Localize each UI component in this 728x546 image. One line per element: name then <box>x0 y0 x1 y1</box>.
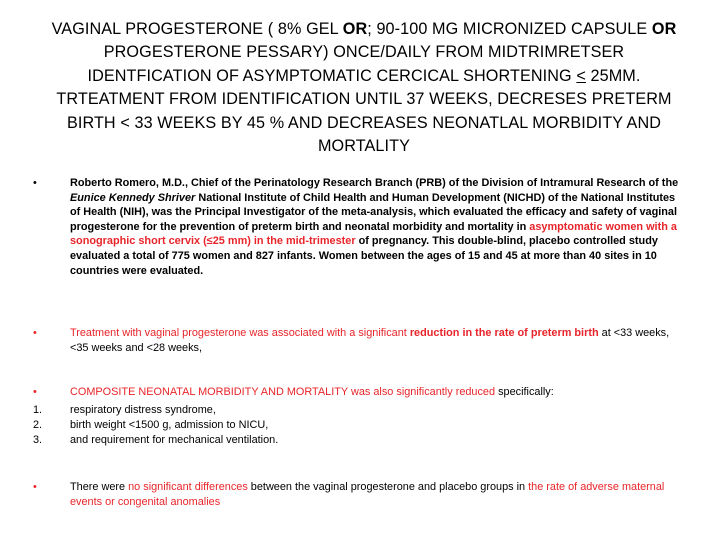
bullet-item-romero <box>33 176 688 278</box>
list-item <box>33 418 688 433</box>
title-text-1: VAGINAL PROGESTERONE ( 8% GEL <box>51 20 343 38</box>
bullet-text: COMPOSITE NEONATAL MORBIDITY AND MORTALITY was also significantly reduced specifically: <box>70 386 554 398</box>
list-number: 1. <box>33 404 43 416</box>
bullet-item-treatment <box>33 326 688 355</box>
title-text-2: ; 90-100 MG MICRONIZED CAPSULE <box>367 20 652 38</box>
title-or-2: OR <box>651 20 677 38</box>
title-text-3: PROGESTERONE PESSARY) ONCE/DAILY FROM MIDTRIMRETSER IDENTFICATION OF ASYMPTOMATIC CERCICAL SHORTENING <box>87 43 625 85</box>
highlight-text: no significant differences <box>128 481 248 493</box>
bullet-item-composite <box>33 385 688 400</box>
title-text-4: 25MM. TRTEATMENT FROM IDENTIFICATION UNTIL 37 WEEKS, DECRESES PRETERM BIRTH < 33 WEEKS BY 45 % AND DECREASES NEONATLAL MORBIDITY AND MORTALITY <box>56 66 672 156</box>
list-item <box>33 433 688 448</box>
title-lte-symbol: < <box>576 66 586 85</box>
bullet-item-no-difference <box>33 480 688 509</box>
italic-name: Eunice Kennedy Shriver <box>70 191 196 204</box>
title-or-1: OR <box>342 20 368 38</box>
highlight-text: COMPOSITE NEONATAL MORBIDITY AND MORTALITY was also significantly reduced <box>70 386 496 398</box>
list-item <box>33 403 688 418</box>
highlight-text: asymptomatic women with a sonographic short cervix (≤25 mm) in the mid-trimester <box>70 220 677 248</box>
bullet-text: Roberto Romero, M.D., Chief of the Perinatology Research Branch (PRB) of the Division of Intramural Research of the Eunice Kennedy Shriver National Institute of Child Health and Human Development (NICHD) of the National Institutes of Health (NIH), was the Principal Investigator of the meta-analysis, which evaluated the efficacy and safety of vaginal progesterone for the prevention of preterm birth and neonatal morbidity and mortality in asymptomatic women with a sonographic short cervix (≤25 mm) in the mid-trimester of pregnancy. This double-blind, placebo controlled study evaluated a total of 775 women and 827 infants. Women between the ages of 15 and 45 at more than 40 sites in 10 countries were evaluated. <box>70 177 679 277</box>
bullet-text: There were no significant differences between the vaginal progesterone and placebo groups in the rate of adverse maternal events or congenital anomalies <box>70 481 665 508</box>
list-text: respiratory distress syndrome, <box>70 404 216 416</box>
bullet-marker: • <box>33 481 37 493</box>
bullet-marker: • <box>33 386 37 398</box>
highlight-text: the rate of adverse maternal events or congenital anomalies <box>70 481 665 508</box>
highlight-text: reduction in the rate of preterm birth <box>409 327 599 339</box>
bullet-text: Treatment with vaginal progesterone was associated with a significant reduction in the rate of preterm birth at <33 weeks, <35 weeks and <28 weeks, <box>70 327 670 354</box>
slide-title <box>40 18 688 158</box>
list-text: and requirement for mechanical ventilation. <box>70 434 279 446</box>
bullet-marker: • <box>33 177 37 189</box>
list-number: 2. <box>33 419 43 431</box>
list-text: birth weight <1500 g, admission to NICU, <box>70 419 269 431</box>
list-number: 3. <box>33 434 43 446</box>
bullet-marker: • <box>33 327 37 339</box>
